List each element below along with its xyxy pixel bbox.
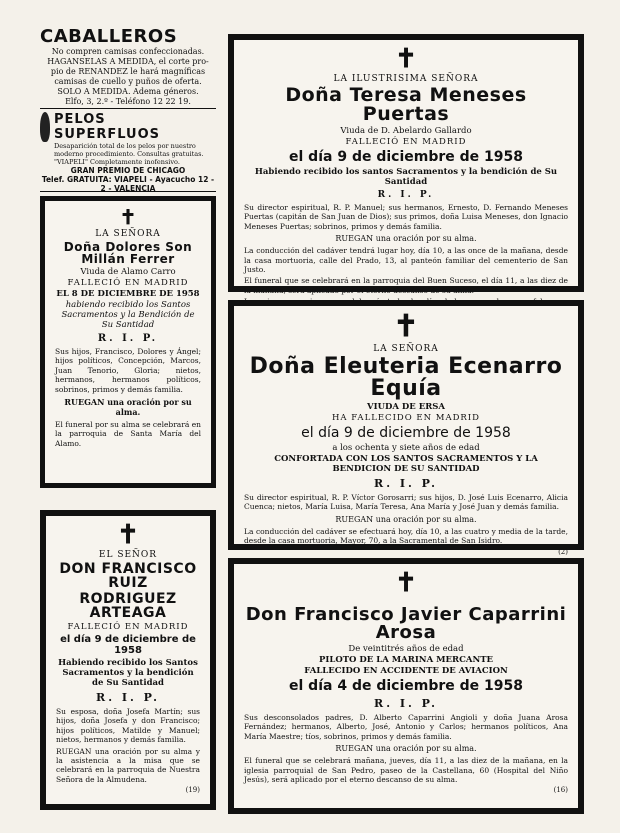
family-text: Su director espiritual, R. P. Manuel; sus hermanos, Ernesto, D. Fernando Meneses Puertas (capitán de San Juan de Dios); sus primos, doña Luisa Meneses, don Ignacio Meneses Puertas; sobrinos, primos y demás familia. bbox=[244, 203, 568, 231]
death-date: el día 9 de diciembre de 1958 bbox=[60, 634, 196, 656]
obituary-notice-ferrer bbox=[40, 196, 216, 488]
deceased-name: Don Francisco Javier Caparrini Arosa bbox=[245, 604, 567, 643]
pelos-title: PELOS SUPERFLUOS bbox=[54, 112, 161, 142]
death-date: el día 9 de diciembre de 1958 bbox=[289, 149, 523, 165]
pelos-foot-contact: Telef. GRATUITA: VIAPELI - Ayacucho 12 - 2 - VALENCIA bbox=[41, 175, 215, 194]
obituary-notice-ecenarro bbox=[228, 300, 584, 556]
obituary-notice-meneses bbox=[228, 34, 584, 295]
obituary-notice-caparrini bbox=[228, 558, 584, 814]
caballeros-line: SOLO A MEDIDA. Adema géneros. bbox=[57, 87, 199, 96]
rip-label: R. I. P. bbox=[377, 190, 435, 200]
death-place: FALLECIDO EN ACCIDENTE DE AVIACION bbox=[304, 666, 508, 676]
ruegan-line: RUEGAN una oración por su alma. bbox=[335, 234, 477, 244]
notice-lead: EL SEÑOR bbox=[98, 550, 158, 560]
family-text: Su director espiritual, R. P. Víctor Gorosarri; sus hijos, D. José Luis Ecenarro, Alicia Cuenca; nietos, María Luisa, María Teresa, Ana María y José Juan y demás familia. bbox=[244, 493, 568, 512]
widow-line: VIUDA DE ERSA bbox=[367, 402, 445, 412]
death-date: EL 8 DE DICIEMBRE DE 1958 bbox=[56, 289, 200, 299]
caballeros-line: No compren camisas confeccionadas. bbox=[51, 47, 205, 56]
death-date: el día 9 de diciembre de 1958 bbox=[301, 425, 511, 441]
family-text: Su esposa, doña Josefa Martín; sus hijos, doña Josefa y don Francisco; hijos políticos, Matilde y Manuel; nietos, hermanos y demás familia. bbox=[56, 707, 200, 745]
deceased-name-line1: DON FRANCISCO RUIZ bbox=[59, 561, 197, 591]
caballeros-title: CABALLEROS bbox=[40, 26, 178, 47]
notice-ref: (16) bbox=[553, 786, 568, 795]
conduccion-text: La conducción del cadáver se efectuará hoy, día 10, a las cuatro y media de la tarde, desde la casa mortuoria, Mayor, 70, a la Sacramental de San Isidro. bbox=[244, 526, 568, 546]
woman-face-icon bbox=[40, 112, 50, 142]
rip-label: R. I. P. bbox=[374, 477, 438, 490]
cross-icon: ✝ bbox=[395, 44, 417, 74]
ruegan-line: RUEGAN una oración por su alma. bbox=[64, 396, 192, 417]
ruegan-text: RUEGAN una oración por su alma y la asistencia a la misa que se celebrará en la parroquia de Nuestra Señora de la Almudena. bbox=[56, 746, 200, 784]
widow-line: Viuda de Alamo Carro bbox=[80, 267, 176, 277]
notice-lead: LA SEÑORA bbox=[95, 229, 161, 239]
caballeros-ad bbox=[40, 26, 216, 106]
age-line: a los ochenta y siete años de edad bbox=[332, 443, 480, 453]
deceased-name: Doña Teresa Meneses Puertas bbox=[285, 84, 527, 125]
rank-line: PILOTO DE LA MARINA MERCANTE bbox=[318, 655, 494, 665]
funeral-text: El funeral que se celebrará mañana, jueves, día 11, a las diez de la mañana, en la iglesia parroquial de San Pedro, paseo de la Castellana, 60 (Hospital del Niño Jesús), será aplicado por el eterno descanso de su alma. bbox=[244, 756, 568, 784]
conduccion-text: La conducción del cadáver tendrá lugar hoy, día 10, a las once de la mañana, desde la casa mortuoria, calle del Prado, 13, al panteón familiar del cementerio de San Justo. bbox=[244, 246, 568, 274]
obituary-notice-ruiz bbox=[40, 510, 216, 810]
cross-icon: ✝ bbox=[395, 568, 417, 598]
funeral-text: El funeral por su alma se celebrará en la parroquia de Santa María del Alamo. bbox=[55, 419, 201, 448]
rip-label: R. I. P. bbox=[96, 691, 160, 704]
rip-label: R. I. P. bbox=[97, 333, 159, 344]
cross-icon: ✝ bbox=[393, 309, 419, 344]
death-place: FALLECIÓ EN MADRID bbox=[67, 622, 189, 632]
cross-icon: ✝ bbox=[117, 520, 139, 550]
deceased-name: Doña Dolores Son Millán Ferrer bbox=[63, 240, 193, 266]
caballeros-line: camisas de cuello y puños de oferta. bbox=[54, 77, 202, 86]
ruegan-line: RUEGAN una oración por su alma. bbox=[335, 514, 477, 524]
age-line: De veintitrés años de edad bbox=[348, 644, 464, 654]
sacraments-line: CONFORTADA CON LOS SANTOS SACRAMENTOS Y LA BENDICION DE SU SANTIDAD bbox=[274, 454, 538, 474]
deceased-name-line2: RODRIGUEZ ARTEAGA bbox=[79, 591, 177, 621]
funeral-text: El funeral que se celebrará en la parroquia del Buen Suceso, el día 11, a las diez de la mañana, será aplicado por el eterno descanso de su alma. bbox=[244, 276, 568, 295]
sacraments-line: habiendo recibido los Santos Sacramentos y la Bendición de Su Santidad bbox=[61, 300, 195, 330]
notice-lead: LA ILUSTRISIMA SEÑORA bbox=[333, 74, 479, 84]
caballeros-line: Elfo, 3, 2.º - Teléfono 12 22 19. bbox=[65, 97, 191, 106]
pelos-text: Desaparición total de los pelos por nuestro moderno procedimiento. Consultas gratuitas. "VIAPELI" Completamente inofensivo. bbox=[54, 142, 204, 167]
caballeros-line: HAGANSELAS A MEDIDA, el corte pro- bbox=[47, 57, 209, 66]
pelos-foot-premio: GRAN PREMIO DE CHICAGO bbox=[70, 166, 186, 176]
family-text: Sus desconsolados padres, D. Alberto Caparrini Angioli y doña Juana Arosa Fernández; hermanos, Alberto, José, Antonio y Carlos; hermanos políticos, Ana María Maestre; tíos, sobrinos, primos y demás familia. bbox=[244, 713, 568, 741]
death-place: FALLECIÓ EN MADRID bbox=[345, 137, 467, 147]
caballeros-line: pio de RENANDEZ le hará magníficas bbox=[50, 67, 206, 76]
rip-label: R. I. P. bbox=[374, 697, 438, 710]
notice-ref: (19) bbox=[185, 786, 200, 794]
notice-ref: (2) bbox=[558, 547, 568, 556]
deceased-name: Doña Eleuteria Ecenarro Equía bbox=[249, 354, 563, 401]
notice-lead: LA SEÑORA bbox=[373, 344, 439, 354]
family-text: Sus hijos, Francisco, Dolores y Ángel; hijos políticos, Concepción, Marcos, Juan Tenorio, Gloria; nietos, hermanos, hermanos políticos, sobrinos, primos y demás familia. bbox=[55, 347, 201, 394]
death-place: FALLECIÓ EN MADRID bbox=[67, 278, 189, 288]
cross-icon: ✝ bbox=[119, 205, 137, 229]
death-place: HA FALLECIDO EN MADRID bbox=[332, 413, 480, 423]
ruegan-line: RUEGAN una oración por su alma. bbox=[335, 744, 477, 754]
pelos-ad bbox=[40, 108, 216, 192]
death-date: el día 4 de diciembre de 1958 bbox=[289, 678, 523, 694]
sacraments-line: Habiendo recibido los Santos Sacramentos y la bendición de Su Santidad bbox=[58, 658, 198, 688]
widow-line: Viuda de D. Abelardo Gallardo bbox=[340, 126, 472, 136]
sacraments-line: Habiendo recibido los santos Sacramentos y la bendición de Su Santidad bbox=[254, 167, 558, 187]
